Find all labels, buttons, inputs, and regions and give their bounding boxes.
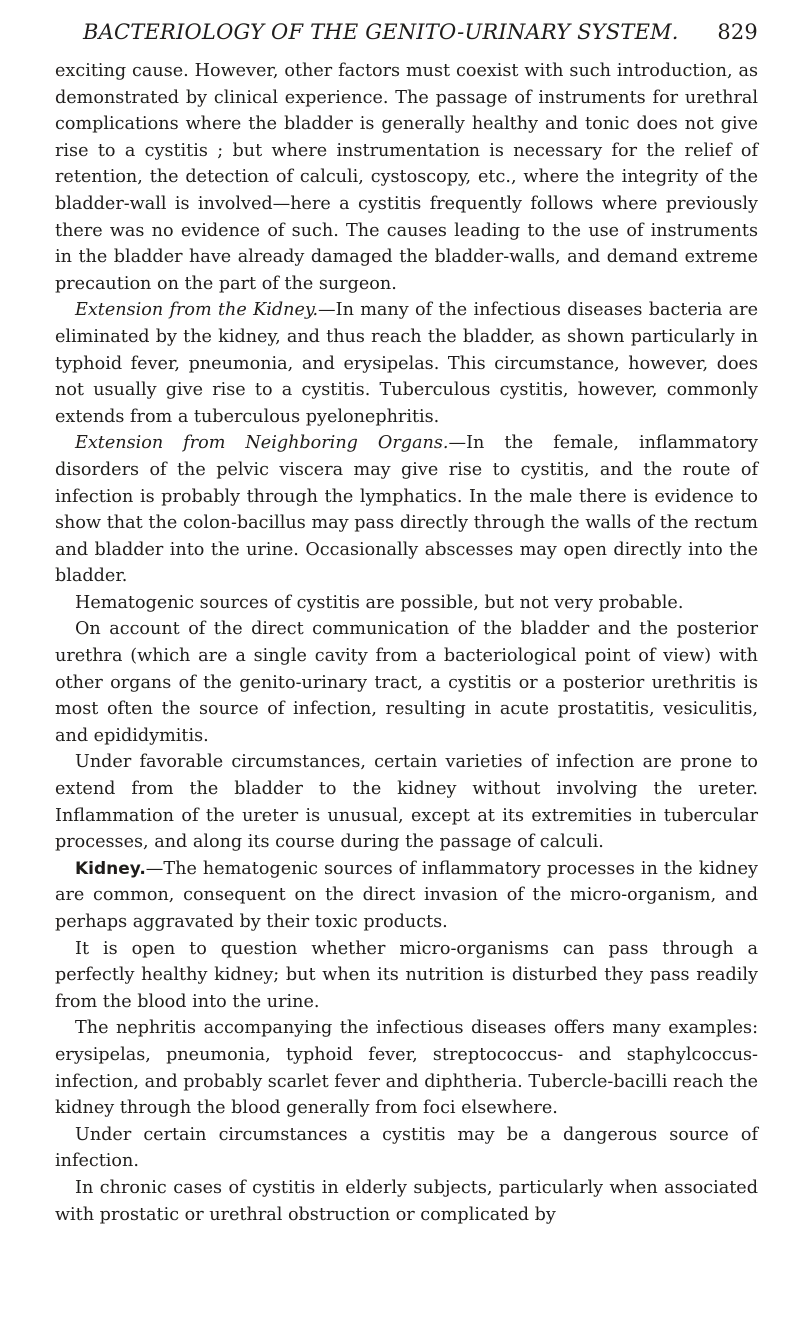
paragraph-continuation (55, 58, 758, 297)
paragraph-extension-neighboring-organs (55, 430, 758, 590)
paragraph-chronic-cases (55, 1175, 758, 1228)
paragraph-direct-communication (55, 616, 758, 749)
section-heading-kidney: Kidney. (75, 858, 146, 879)
paragraph-text: Under certain circumstances a cystitis may be a dangerous source of infection. (55, 1124, 758, 1172)
paragraph-text: The nephritis accompanying the infectious diseases offers many examples: erysipelas, pneumonia, typhoid fever, streptococcus- and staphylcoccus-infection, and probably scarlet fever and diphtheria. Tubercle-bacilli reach the kidney through the blood generally from foci elsewhere. (55, 1018, 758, 1119)
page-number: 829 (717, 20, 758, 44)
paragraph-text: On account of the direct communication of the bladder and the posterior urethra (which are a single cavity from a bacteriological point of view) with other organs of the genito-urinary tract, a cystitis or a posterior urethritis is most often the source of infection, resulting in acute prostatitis, vesiculitis, and epididymitis. (55, 619, 758, 746)
running-title: BACTERIOLOGY OF THE GENITO-URINARY SYSTEM. (83, 20, 679, 44)
paragraph-text: exciting cause. However, other factors must coexist with such introduction, as demonstrated by clinical experience. The passage of instruments for urethral complications where the bladder is generally healthy and tonic does not give rise to a cystitis ; but where instrumentation is necessary for the relief of retention, the detection of calculi, cystoscopy, etc., where the integrity of the bladder-wall is involved—here a cystitis frequently follows where previously there was no evidence of such. The causes leading to the use of instruments in the bladder have already damaged the bladder-walls, and demand extreme precaution on the part of the surgeon. (55, 61, 758, 294)
paragraph-extension-kidney (55, 297, 758, 430)
paragraph-kidney (55, 856, 758, 936)
paragraph-text: —In the female, inflammatory disorders of the pelvic viscera may give rise to cystitis, and the route of infection is probably through the lymphatics. In the male there is evidence to show that the colon-bacillus may pass directly through the walls of the rectum and bladder into the urine. Occasionally abscesses may open directly into the bladder. (55, 433, 758, 587)
paragraph-hematogenic-sources (55, 590, 758, 617)
paragraph-favorable-circumstances (55, 749, 758, 855)
paragraph-text: In chronic cases of cystitis in elderly subjects, particularly when associated with prostatic or urethral obstruction or complicated by (55, 1177, 758, 1225)
body-text (55, 58, 758, 1228)
paragraph-text: —In many of the infectious diseases bacteria are eliminated by the kidney, and thus reach the bladder, as shown particularly in typhoid fever, pneumonia, and erysipelas. This circumstance, however, does not usually give rise to a cystitis. Tuberculous cystitis, however, commonly extends from a tuberculous pyelonephritis. (55, 300, 758, 427)
paragraph-text: Under favorable circumstances, certain varieties of infection are prone to extend from the bladder to the kidney without involving the ureter. Inflammation of the ureter is unusual, except at its extremities in tubercular processes, and along its course during the passage of calculi. (55, 752, 758, 853)
paragraph-nephritis (55, 1015, 758, 1121)
paragraph-text: Hematogenic sources of cystitis are possible, but not very probable. (75, 592, 684, 613)
section-heading-extension-from-neighboring-organs: Extension from Neighboring Organs. (75, 433, 449, 454)
paragraph-open-to-question (55, 936, 758, 1016)
paragraph-dangerous-source (55, 1122, 758, 1175)
paragraph-text: —The hematogenic sources of inflammatory processes in the kidney are common, consequent on the direct invasion of the micro-organism, and perhaps aggravated by their toxic products. (55, 858, 758, 932)
section-heading-extension-from-kidney: Extension from the Kidney. (75, 300, 319, 321)
running-head (83, 20, 758, 44)
paragraph-text: It is open to question whether micro-organisms can pass through a perfectly healthy kidney; but when its nutrition is disturbed they pass readily from the blood into the urine. (55, 938, 758, 1012)
